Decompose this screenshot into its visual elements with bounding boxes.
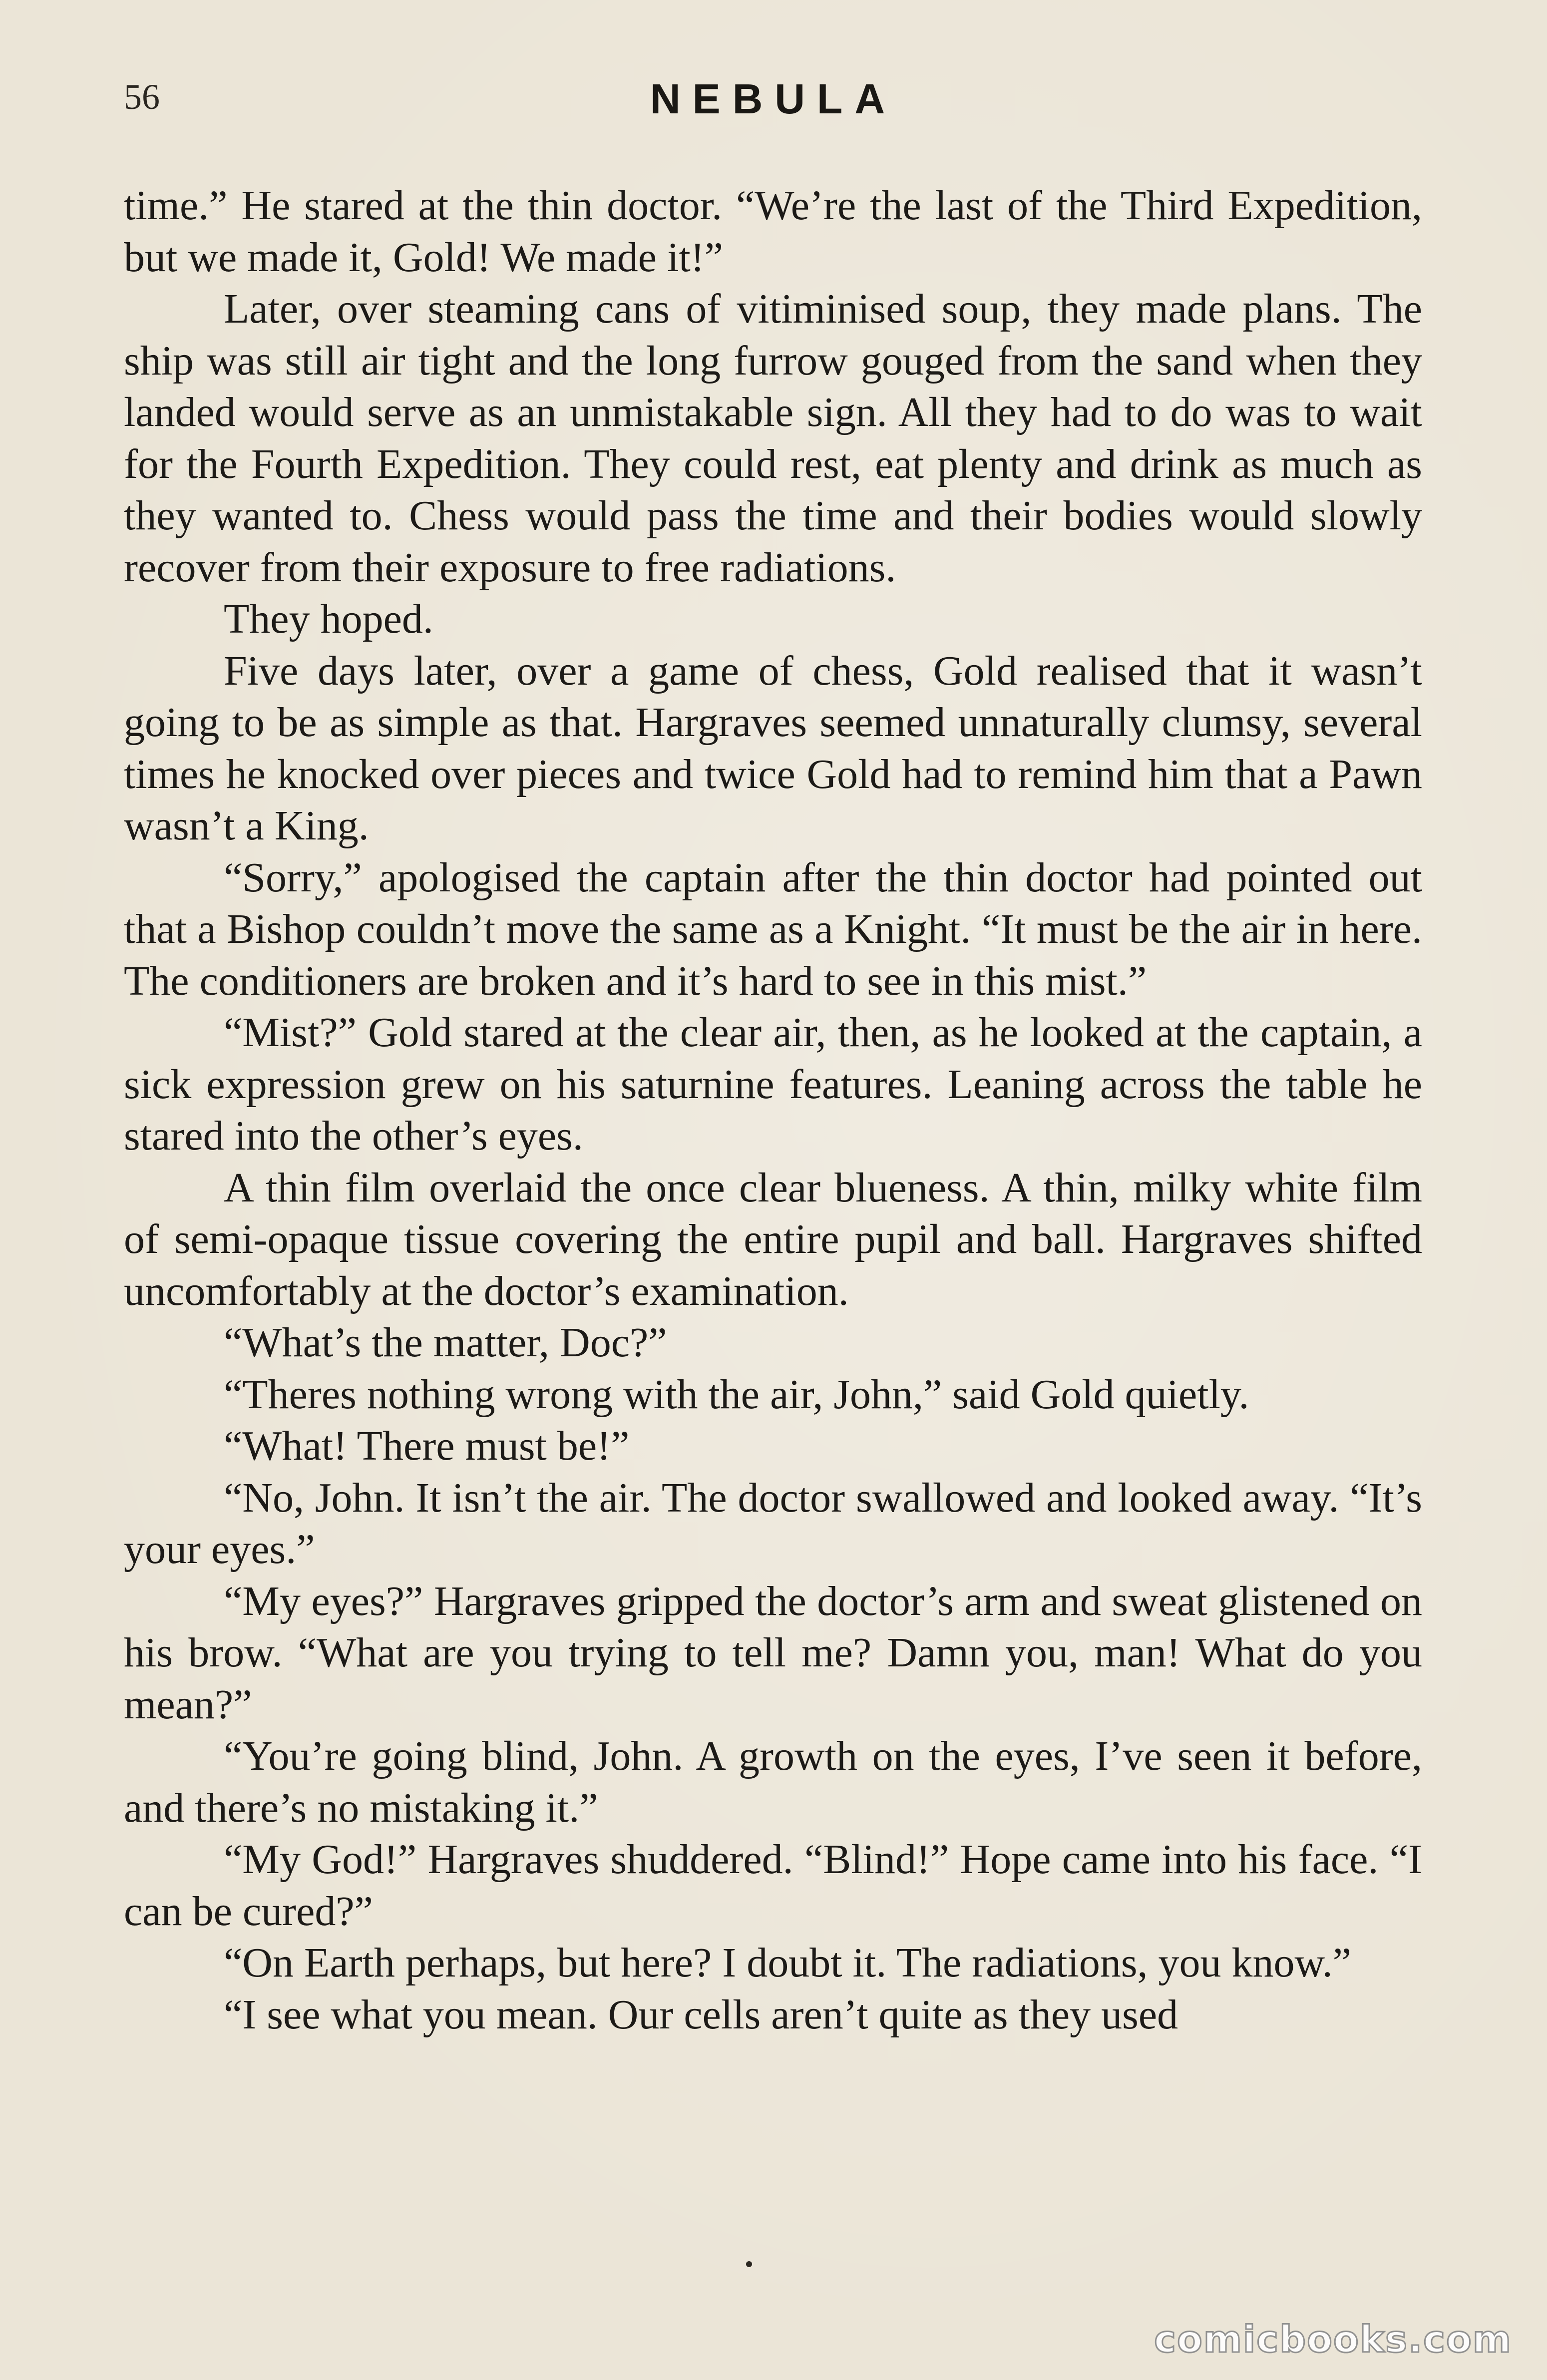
paragraph: “Sorry,” apologised the captain after the thin doctor had pointed out that a Bishop couldn’t move the same as a Knight. “It must be the air in here. The conditioners are broken and it’s hard to see in this mist.” bbox=[124, 854, 1422, 1004]
paragraph: time.” He stared at the thin doctor. “We’re the last of the Third Expedition, but we made it, Gold! We made it!” bbox=[124, 182, 1422, 281]
running-title: NEBULA bbox=[650, 75, 897, 122]
paragraph: “You’re going blind, John. A growth on the eyes, I’ve seen it before, and there’s no mistaking it.” bbox=[124, 1733, 1422, 1831]
paragraph: “My God!” Hargraves shuddered. “Blind!” Hope came into his face. “I can be cured?” bbox=[124, 1836, 1422, 1935]
paragraph: Five days later, over a game of chess, Gold realised that it wasn’t going to be as simple as that. Hargraves seemed unnaturally clumsy, several times he knocked over pieces and twice Gold had to remind him that a Pawn wasn’t a King. bbox=[124, 647, 1422, 849]
paragraph: “What’s the matter, Doc?” bbox=[224, 1319, 667, 1366]
paragraph: Later, over steaming cans of vitiminised soup, they made plans. The ship was still air tight and the long furrow gouged from the sand when they landed would serve as an unmistakable sign. All they had to do was to wait for the Fourth Expedition. They could rest, eat plenty and drink as much as they wanted to. Chess would pass the time and their bodies would slowly recover from their exposure to free radiations. bbox=[124, 286, 1422, 591]
watermark: comicbooks.com bbox=[1154, 2318, 1512, 2361]
page-number: 56 bbox=[124, 77, 160, 117]
paragraph: “On Earth perhaps, but here? I doubt it. The radiations, you know.” bbox=[224, 1940, 1352, 1986]
paragraph: “Theres nothing wrong with the air, John,” said Gold quietly. bbox=[224, 1371, 1249, 1418]
paragraph: “What! There must be!” bbox=[224, 1423, 630, 1469]
paragraph: They hoped. bbox=[224, 596, 433, 642]
footer-dot bbox=[746, 2261, 752, 2267]
paragraph: “No, John. It isn’t the air. The doctor swallowed and looked away. “It’s your eyes.” bbox=[124, 1474, 1422, 1573]
paragraph: A thin film overlaid the once clear blueness. A thin, milky white film of semi-opaque tissue covering the entire pupil and ball. Hargraves shifted uncomfortably at the doctor’s examination. bbox=[124, 1164, 1422, 1314]
body-text bbox=[124, 180, 1422, 2040]
paragraph: “Mist?” Gold stared at the clear air, then, as he looked at the captain, a sick expression grew on his saturnine features. Leaning across the table he stared into the other’s eyes. bbox=[124, 1009, 1422, 1159]
paragraph: “I see what you mean. Our cells aren’t quite as they used bbox=[224, 1991, 1178, 2038]
paragraph: “My eyes?” Hargraves gripped the doctor’s arm and sweat glistened on his brow. “What are you trying to tell me? Damn you, man! What do you mean?” bbox=[124, 1578, 1422, 1728]
